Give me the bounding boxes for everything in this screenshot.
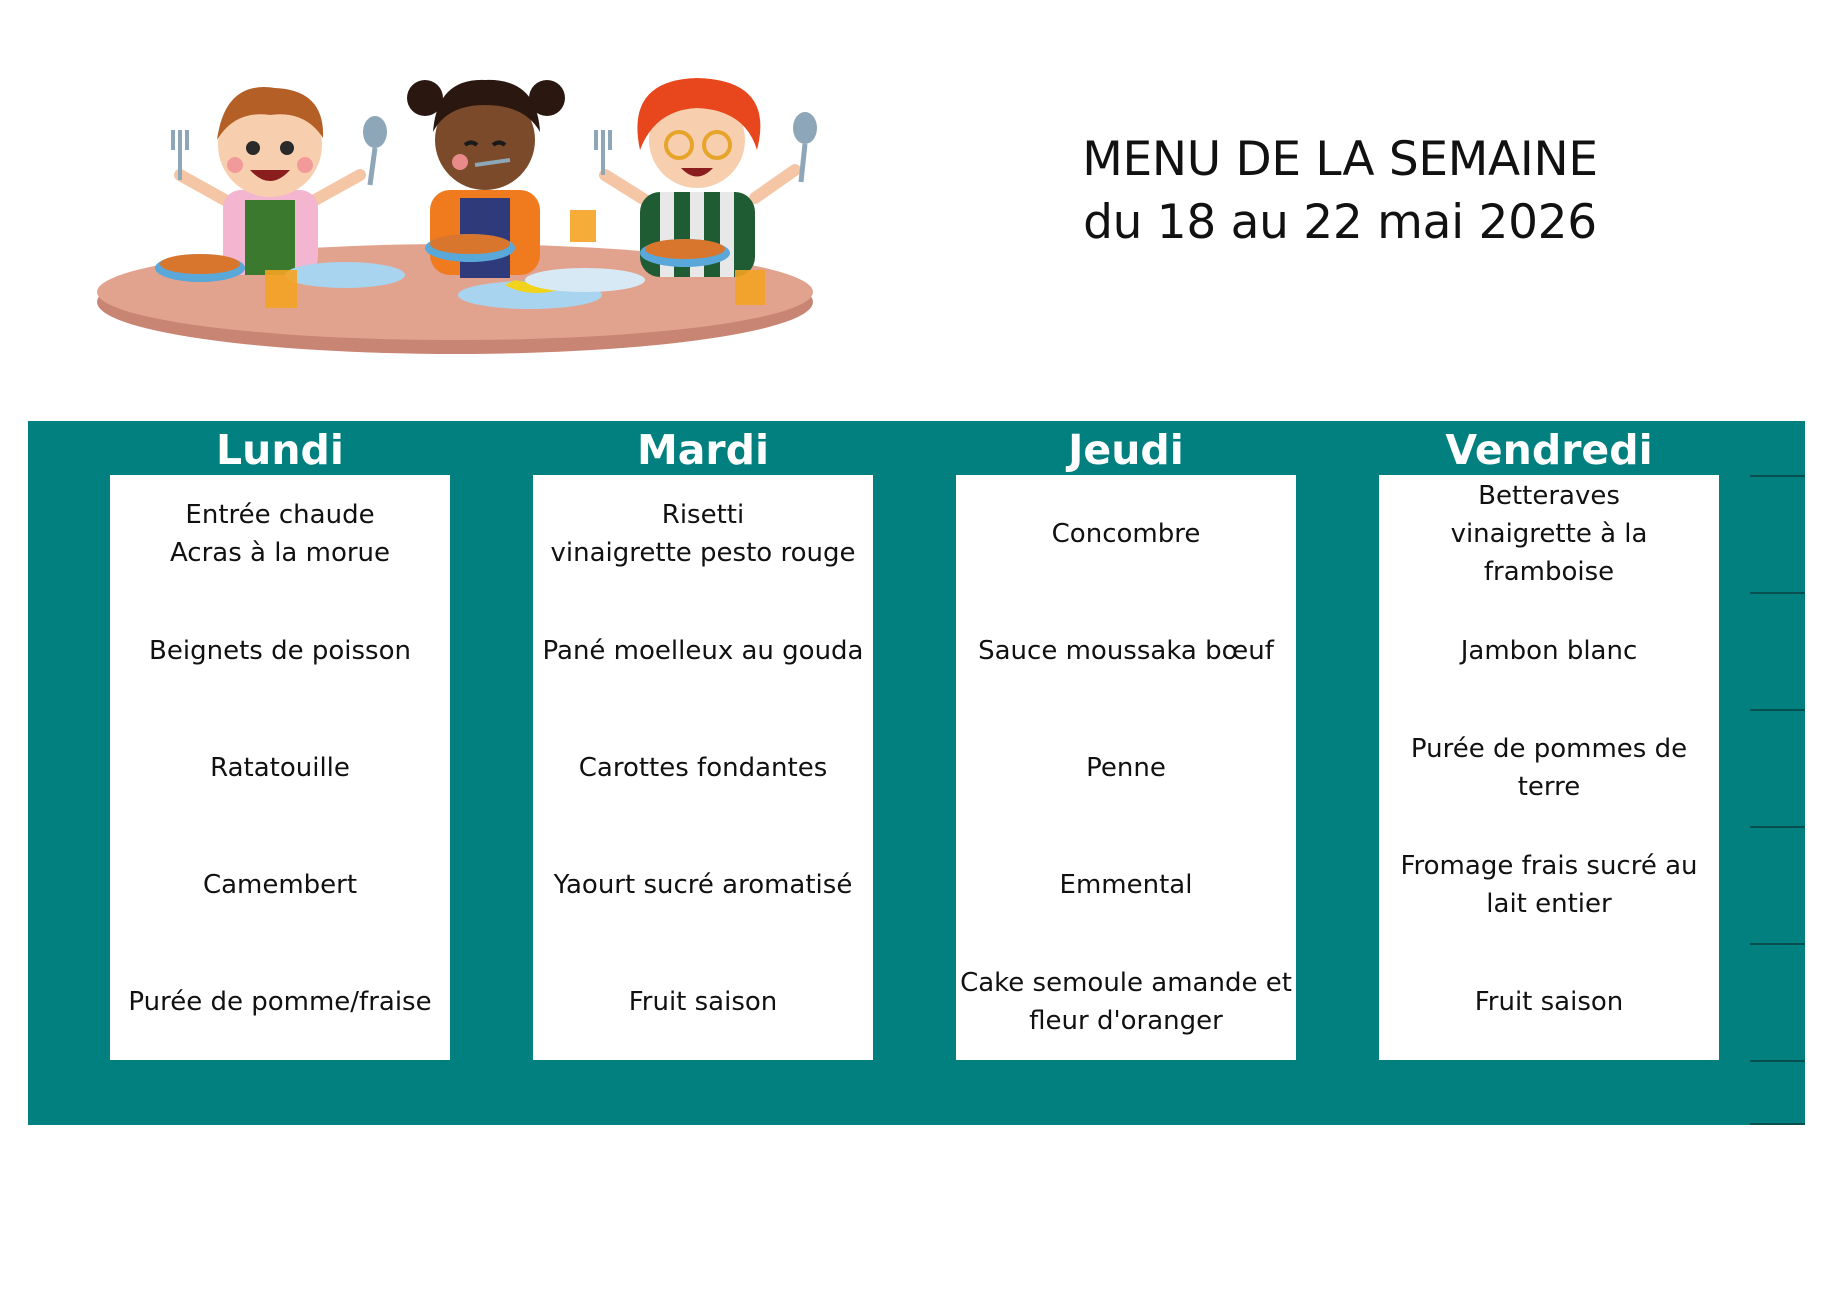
row-divider [1750,709,1805,711]
dish-cell: Camembert [202,869,358,900]
day-header: Mardi [636,426,770,474]
dish-cell: Fruit saison [628,986,778,1017]
row-divider [1750,475,1805,477]
dish-cell: Pané moelleux au gouda [542,635,864,666]
day-header: Jeudi [1068,426,1184,474]
day-header: Lundi [216,426,344,474]
dish-cell: Purée de pommes de terre [1410,733,1688,802]
dish-cell: Fromage frais sucré au lait entier [1400,850,1698,919]
dish-cell: Carottes fondantes [578,752,828,783]
menu-title-heading: MENU DE LA SEMAINE [1082,132,1598,187]
row-divider [1750,592,1805,594]
dish-cell: Cake semoule amande et fleur d'oranger [960,967,1292,1036]
dish-cell: Fruit saison [1474,986,1624,1017]
menu-date-range: du 18 au 22 mai 2026 [1083,195,1597,250]
dish-cell: Penne [1086,752,1166,783]
row-divider [1750,1060,1805,1062]
row-divider [1750,826,1805,828]
dish-cell: Concombre [1051,518,1201,549]
weekly-menu-table [28,421,1805,1125]
day-dishes-column [533,475,873,1060]
row-divider [1750,1123,1805,1125]
day-dishes-column [956,475,1296,1060]
menu-title [1030,128,1650,254]
dish-cell: Purée de pomme/fraise [128,986,432,1017]
children-eating-illustration [85,70,845,370]
dish-cell: Entrée chaude Acras à la morue [169,499,391,568]
dish-cell: Yaourt sucré aromatisé [553,869,853,900]
day-dishes-column [1379,475,1719,1060]
dish-cell: Emmental [1059,869,1193,900]
dish-cell: Sauce moussaka bœuf [978,635,1274,666]
dish-cell: Ratatouille [210,752,350,783]
dish-cell: Jambon blanc [1460,635,1638,666]
dish-cell: Beignets de poisson [149,635,411,666]
day-dishes-column [110,475,450,1060]
dish-cell: Betteraves vinaigrette à la framboise [1450,480,1648,587]
row-divider [1750,943,1805,945]
day-header: Vendredi [1445,426,1653,474]
dish-cell: Risetti vinaigrette pesto rouge [550,499,856,568]
